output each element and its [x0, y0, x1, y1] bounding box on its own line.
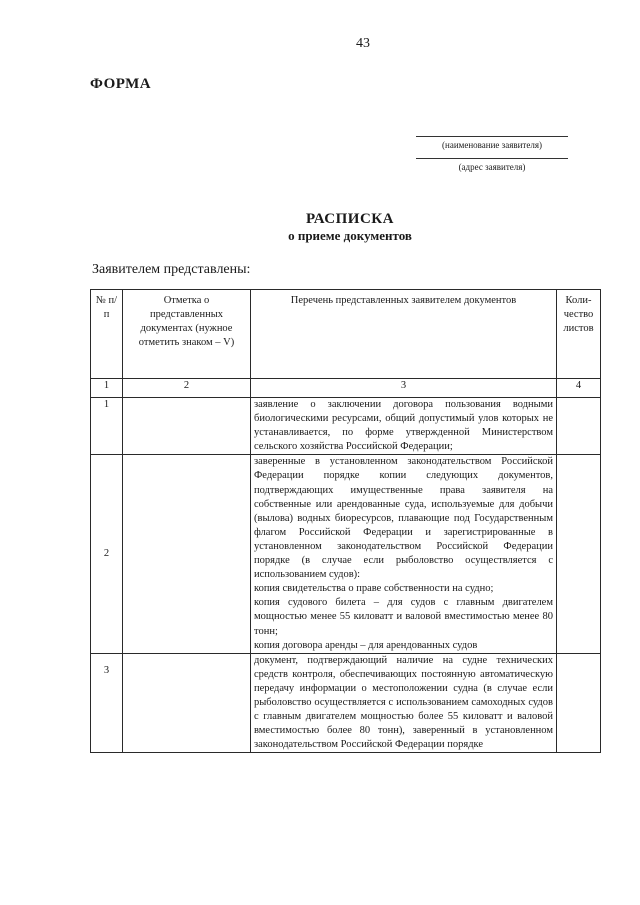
row-sub-item: копия судового билета – для судов с главным двигателем мощностью менее 55 киловатт и валовой вместимостью менее 80 тонн; — [254, 597, 553, 637]
row-description: документ, подтверждающий наличие на судне технических средств контроля, обеспечивающих постоянную автоматическую передачу информации о местоположении судна (в случае если рыболовство осуществляется с использованием самоходных судов с главным двигателем мощностью более 55 киловатт и валовой вместимостью более 80 тонн), заверенный в установленном законодательством Российской Федерации порядке — [251, 653, 557, 753]
row-sheet-count[interactable] — [557, 653, 601, 753]
row-description: заявление о заключении договора пользования водными биологическими ресурсами, общий допустимый улов которых не устанавливается, по форме утвержденной Министерством сельского хозяйства Российской Федерации; — [251, 398, 557, 455]
table-row — [91, 398, 601, 455]
row-sheet-count[interactable] — [557, 398, 601, 455]
row-mark-cell[interactable] — [123, 455, 251, 653]
row-mark-cell[interactable] — [123, 653, 251, 753]
column-number: 4 — [557, 379, 601, 398]
form-label: ФОРМА — [90, 76, 152, 92]
row-sub-item: копия договора аренды – для арендованных судов — [254, 639, 478, 651]
intro-text: Заявителем представлены: — [92, 262, 251, 277]
row-number: 2 — [91, 455, 123, 653]
document-subtitle: о приеме документов — [288, 228, 412, 243]
document-title: РАСПИСКА — [305, 211, 395, 227]
page-number: 43 — [356, 36, 370, 51]
documents-table — [90, 289, 601, 753]
row-number: 3 — [91, 653, 123, 753]
column-number: 3 — [251, 379, 557, 398]
applicant-address-caption: (адрес заявителя) — [458, 162, 526, 172]
column-number: 2 — [123, 379, 251, 398]
applicant-address-line — [416, 158, 568, 159]
row-description-cell — [251, 455, 557, 653]
column-number: 1 — [91, 379, 123, 398]
row-sheet-count[interactable] — [557, 455, 601, 653]
header-number: № п/п — [91, 290, 123, 379]
table-header-row — [91, 290, 601, 379]
column-number-row — [91, 379, 601, 398]
applicant-name-line — [416, 136, 568, 137]
header-document-list: Перечень представленных заявителем документов — [251, 290, 557, 379]
header-mark: Отметка о представленных документах (нужное отметить знаком – V) — [123, 290, 251, 379]
applicant-name-caption: (наименование заявителя) — [442, 140, 542, 150]
row-number: 1 — [91, 398, 123, 455]
row-sub-item: копия свидетельства о праве собственности на судно; — [254, 583, 494, 595]
row-mark-cell[interactable] — [123, 398, 251, 455]
table-row — [91, 653, 601, 753]
header-sheet-count: Коли-чество листов — [557, 290, 601, 379]
table-row — [91, 455, 601, 653]
row-description: заверенные в установленном законодательством Российской Федерации порядке копии следующих документов, подтверждающих имущественные права заявителя на собственные или арендованные суда, используемые для добычи (вылова) водных биоресурсов, плавающие под Государственным флагом Российской Федерации и зарегистрированные в установленном законодательством Российской Федерации порядке (в случае если рыболовство осуществляется с использованием судов): — [254, 456, 553, 581]
